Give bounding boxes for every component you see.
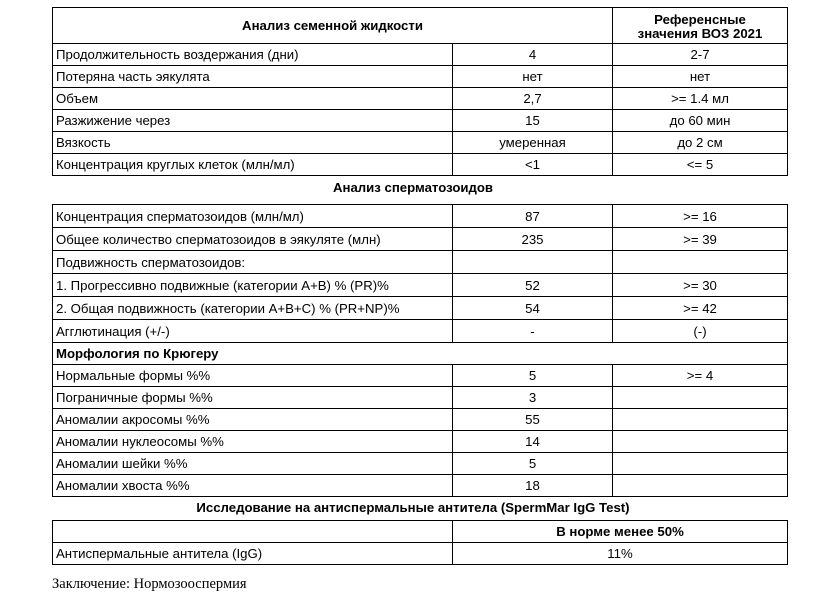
table-row	[53, 543, 788, 565]
row-ref: до 2 см	[613, 132, 788, 154]
row-value: 52	[453, 274, 613, 297]
empty-cell	[53, 521, 453, 543]
table-row	[53, 44, 788, 66]
row-value: 3	[453, 387, 613, 409]
row-label: Аномалии нуклеосомы %%	[53, 431, 453, 453]
row-label: Антиспермальные антитела (IgG)	[53, 543, 453, 565]
row-value: -	[453, 320, 613, 343]
table-row	[53, 66, 788, 88]
row-label: Объем	[53, 88, 453, 110]
row-value: 14	[453, 431, 613, 453]
row-label: Потеряна часть эякулята	[53, 66, 453, 88]
row-ref	[613, 251, 788, 274]
table-row	[53, 320, 788, 343]
row-value: 18	[453, 475, 613, 497]
ref-header-line2: значения ВОЗ 2021	[637, 26, 763, 41]
row-value: 4	[453, 44, 613, 66]
row-ref	[613, 475, 788, 497]
table-row	[53, 431, 788, 453]
table-row	[53, 365, 788, 387]
semen-table-title: Анализ семенной жидкости	[53, 8, 613, 44]
row-label: Концентрация сперматозоидов (млн/мл)	[53, 205, 453, 228]
conclusion: Заключение: Нормозооспермия	[52, 576, 247, 592]
row-ref: >= 42	[613, 297, 788, 320]
row-label: Общее количество сперматозоидов в эякуляте (млн)	[53, 228, 453, 251]
table-row	[53, 453, 788, 475]
row-value: 55	[453, 409, 613, 431]
row-value: 87	[453, 205, 613, 228]
empty-cell	[613, 343, 788, 365]
table-row	[53, 205, 788, 228]
table-row	[53, 110, 788, 132]
row-value: нет	[453, 66, 613, 88]
row-ref: >= 1.4 мл	[613, 88, 788, 110]
table-row	[53, 251, 788, 274]
row-ref	[613, 453, 788, 475]
table-row	[53, 387, 788, 409]
row-label: Аномалии акросомы %%	[53, 409, 453, 431]
row-ref: нет	[613, 66, 788, 88]
row-label: Агглютинация (+/-)	[53, 320, 453, 343]
table-row	[53, 88, 788, 110]
row-ref: >= 4	[613, 365, 788, 387]
row-ref: <= 5	[613, 154, 788, 176]
row-value: 5	[453, 365, 613, 387]
row-ref	[613, 409, 788, 431]
antibody-table	[52, 520, 788, 565]
ref-header-line1: Референсные	[654, 12, 746, 27]
table-row	[53, 409, 788, 431]
row-label: 1. Прогрессивно подвижные (категории А+В) % (PR)%	[53, 274, 453, 297]
table-header-row	[53, 8, 788, 44]
morphology-header-row	[53, 343, 788, 365]
antibody-header-row	[53, 521, 788, 543]
row-ref: >= 39	[613, 228, 788, 251]
row-label: Аномалии хвоста %%	[53, 475, 453, 497]
sperm-section-title: Анализ сперматозоидов	[332, 180, 494, 195]
row-label: 2. Общая подвижность (категории А+В+С) % (PR+NP)%	[53, 297, 453, 320]
row-value: 235	[453, 228, 613, 251]
table-row	[53, 475, 788, 497]
row-label: Нормальные формы %%	[53, 365, 453, 387]
row-value: 15	[453, 110, 613, 132]
row-value: 11%	[453, 543, 788, 565]
row-value: умеренная	[453, 132, 613, 154]
row-ref: до 60 мин	[613, 110, 788, 132]
row-value: 54	[453, 297, 613, 320]
row-label: Разжижение через	[53, 110, 453, 132]
table-row	[53, 297, 788, 320]
row-ref: (-)	[613, 320, 788, 343]
row-value: 2,7	[453, 88, 613, 110]
table-row	[53, 274, 788, 297]
row-value	[453, 251, 613, 274]
ref-header	[613, 8, 788, 44]
row-label: Продолжительность воздержания (дни)	[53, 44, 453, 66]
table-row	[53, 154, 788, 176]
row-label: Вязкость	[53, 132, 453, 154]
semen-analysis-table	[52, 7, 788, 176]
norm-header: В норме менее 50%	[453, 521, 788, 543]
sperm-analysis-table	[52, 204, 788, 497]
row-value: <1	[453, 154, 613, 176]
row-ref: >= 30	[613, 274, 788, 297]
row-ref	[613, 387, 788, 409]
row-ref: >= 16	[613, 205, 788, 228]
table-row	[53, 132, 788, 154]
row-label: Концентрация круглых клеток (млн/мл)	[53, 154, 453, 176]
row-ref	[613, 431, 788, 453]
row-ref: 2-7	[613, 44, 788, 66]
row-label: Аномалии шейки %%	[53, 453, 453, 475]
row-label: Пограничные формы %%	[53, 387, 453, 409]
morphology-title: Морфология по Крюгеру	[53, 343, 453, 365]
row-value: 5	[453, 453, 613, 475]
antibody-section-title: Исследование на антиспермальные антитела (SpermMar IgG Test)	[196, 500, 630, 515]
empty-cell	[453, 343, 613, 365]
table-row	[53, 228, 788, 251]
row-label: Подвижность сперматозоидов:	[53, 251, 453, 274]
